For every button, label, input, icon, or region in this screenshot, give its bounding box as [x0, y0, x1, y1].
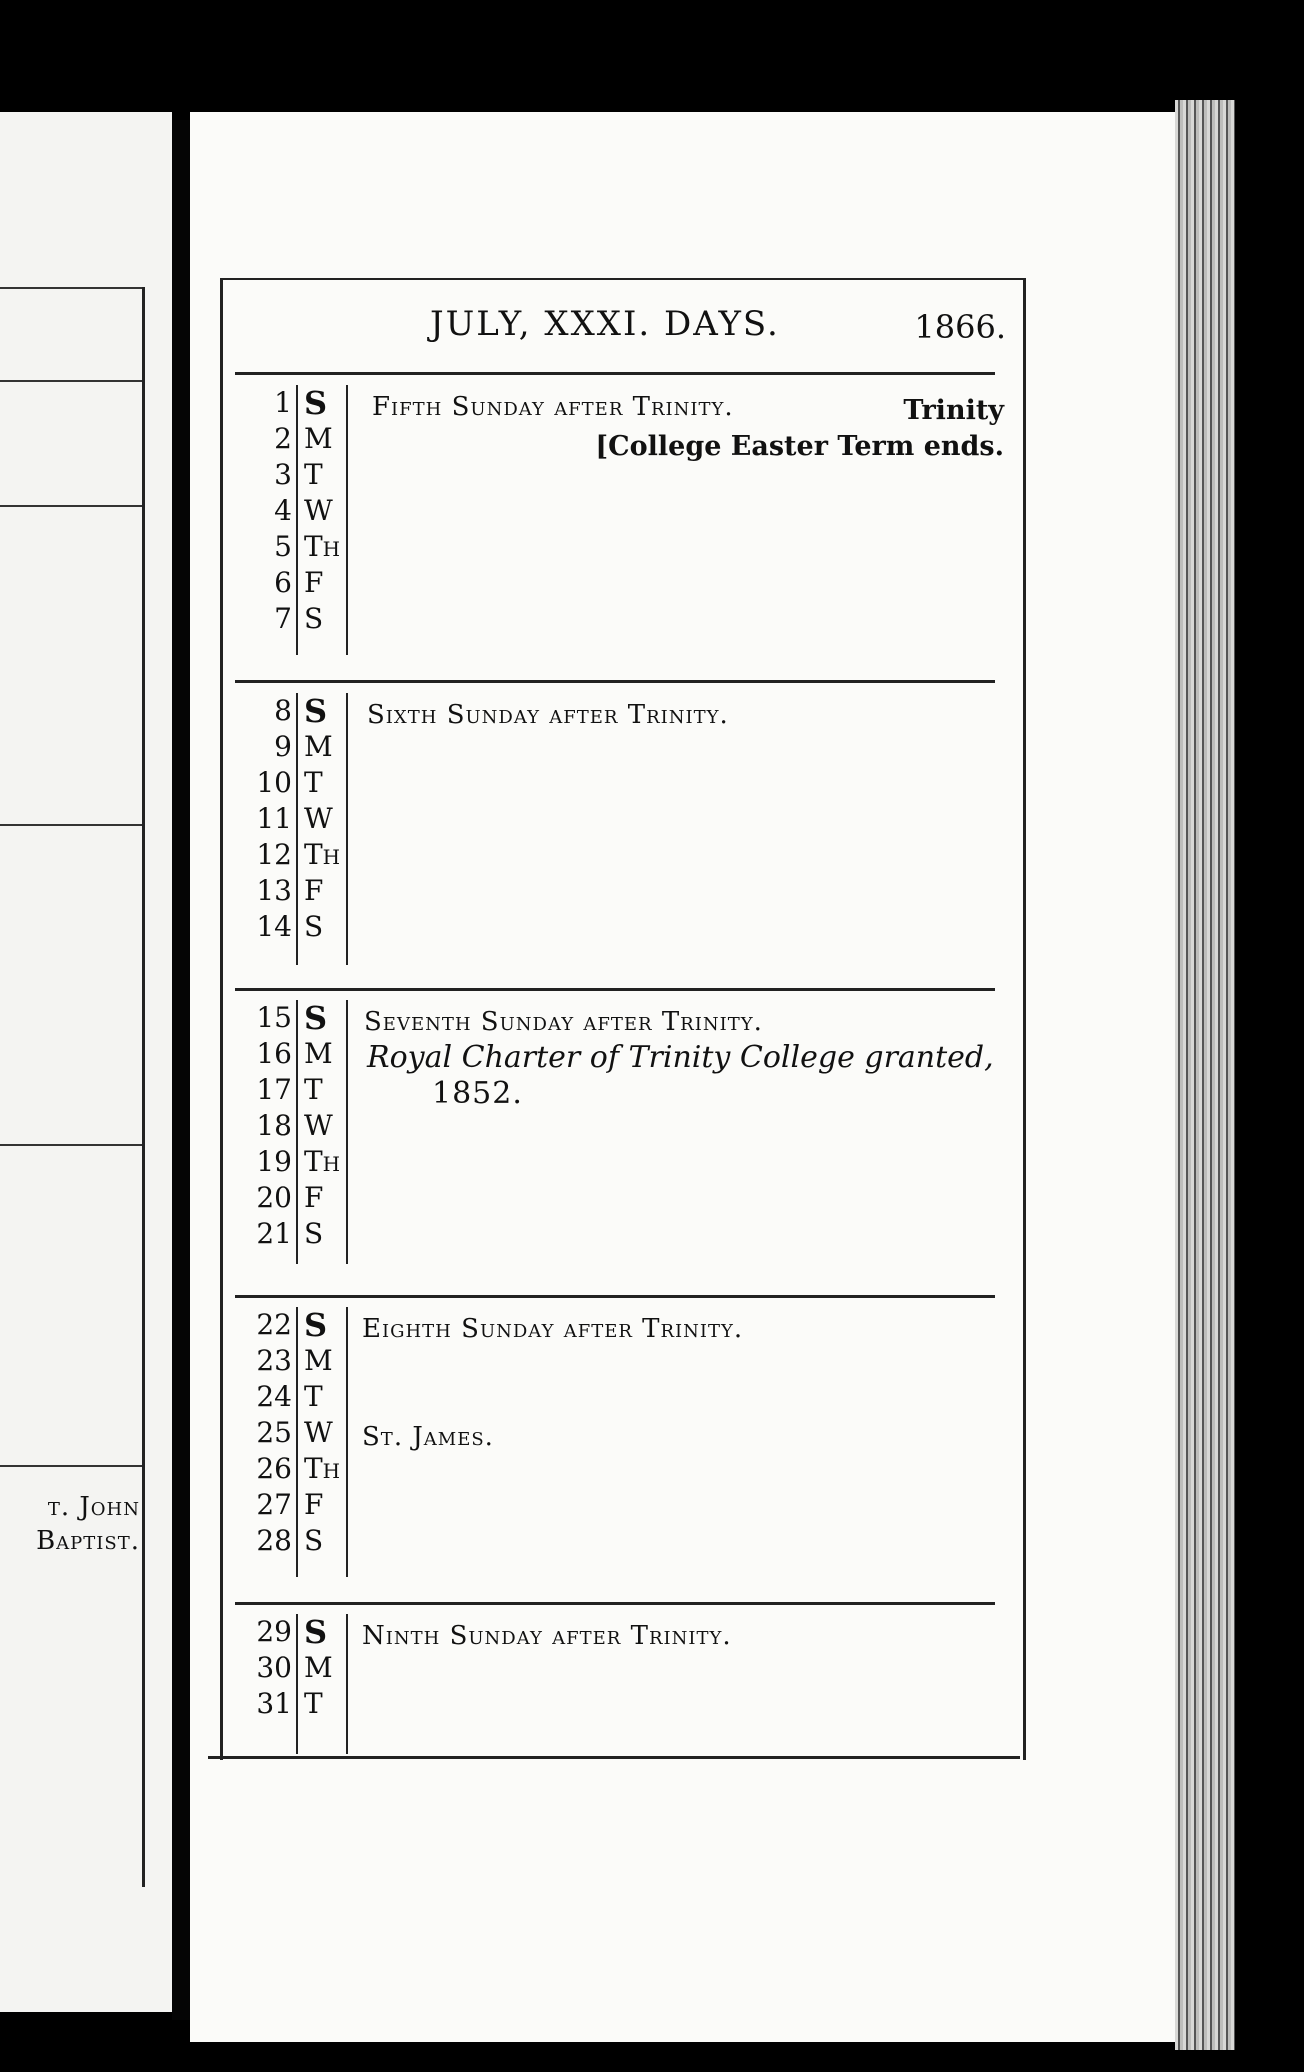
page-title: JULY, XXXI. DAYS.: [430, 304, 780, 344]
day-number: 7: [274, 602, 292, 635]
day-row: [222, 1216, 382, 1252]
weekday-letter: F: [304, 566, 324, 599]
weekday-letter: T: [304, 1380, 323, 1413]
day-number: 14: [256, 910, 292, 943]
day-row: [222, 729, 382, 765]
week-note: Eighth Sunday after Trinity.: [362, 1314, 744, 1344]
left-page-text-fragment: [0, 1490, 140, 1558]
week-rule: [235, 1602, 995, 1605]
weekday-letter: F: [304, 1488, 324, 1521]
left-page-rule: [0, 824, 142, 826]
week-note: St. James.: [362, 1422, 494, 1452]
day-row: [222, 385, 382, 421]
day-row: [222, 1650, 382, 1686]
day-number: 8: [274, 694, 292, 727]
day-row: [222, 1523, 382, 1559]
left-page-border: [142, 287, 145, 1887]
week-block: [222, 385, 1018, 655]
day-row: [222, 1451, 382, 1487]
day-number: 12: [256, 838, 292, 871]
day-number: 4: [274, 494, 292, 527]
weekday-letter: Th: [304, 1145, 341, 1178]
weekday-letter: T: [304, 1073, 323, 1106]
page-year: 1866.: [914, 308, 1006, 346]
day-number: 9: [274, 730, 292, 763]
left-page-rule: [0, 1465, 142, 1467]
day-row: [222, 1343, 382, 1379]
week-note: [College Easter Term ends.: [595, 431, 1004, 462]
left-page-rule: [0, 380, 142, 382]
page-edges: [1175, 100, 1235, 2050]
day-row: [222, 1072, 382, 1108]
weekday-letter: T: [304, 1687, 323, 1720]
day-row: [222, 1614, 382, 1650]
day-number: 31: [256, 1687, 292, 1720]
day-row: [222, 565, 382, 601]
day-number: 19: [256, 1145, 292, 1178]
weekday-letter: S: [304, 1217, 324, 1250]
weekday-letter: M: [304, 1344, 333, 1377]
day-number: 13: [256, 874, 292, 907]
day-row: [222, 1036, 382, 1072]
day-row: [222, 765, 382, 801]
day-number: 22: [256, 1308, 292, 1341]
left-page-rule: [0, 505, 142, 507]
day-row: [222, 1686, 382, 1722]
weekday-letter: S: [304, 999, 328, 1037]
weekday-letter: S: [304, 1613, 328, 1651]
bottom-rule: [208, 1756, 1020, 1759]
weekday-letter: S: [304, 384, 328, 422]
left-fragment-line: Baptist.: [36, 1526, 140, 1556]
left-page-rule: [0, 1144, 142, 1146]
day-row: [222, 421, 382, 457]
weekday-letter: S: [304, 910, 324, 943]
weekday-letter: Th: [304, 838, 341, 871]
weekday-letter: S: [304, 1306, 328, 1344]
day-number: 1: [274, 386, 292, 419]
weekday-letter: W: [304, 1416, 333, 1449]
day-row: [222, 693, 382, 729]
weekday-letter: M: [304, 730, 333, 763]
day-number: 30: [256, 1651, 292, 1684]
day-row: [222, 493, 382, 529]
day-row: [222, 909, 382, 945]
day-number: 27: [256, 1488, 292, 1521]
day-number: 11: [256, 802, 292, 835]
weekday-letter: W: [304, 1109, 333, 1142]
week-note: Seventh Sunday after Trinity.: [364, 1007, 763, 1037]
day-row: [222, 1487, 382, 1523]
weekday-letter: S: [304, 602, 324, 635]
calendar-header: [220, 300, 1020, 360]
week-rule: [235, 1295, 995, 1298]
day-number: 29: [256, 1615, 292, 1648]
weekday-letter: W: [304, 494, 333, 527]
day-row: [222, 873, 382, 909]
day-row: [222, 1415, 382, 1451]
day-number: 15: [256, 1001, 292, 1034]
day-number: 2: [274, 422, 292, 455]
weekday-letter: M: [304, 1037, 333, 1070]
day-row: [222, 457, 382, 493]
day-number: 26: [256, 1452, 292, 1485]
week-block: [222, 1614, 1018, 1754]
weekday-letter: F: [304, 1181, 324, 1214]
day-number: 23: [256, 1344, 292, 1377]
day-row: [222, 837, 382, 873]
day-number: 20: [256, 1181, 292, 1214]
day-row: [222, 1000, 382, 1036]
left-fragment-line: t. John: [47, 1492, 140, 1522]
day-number: 24: [256, 1380, 292, 1413]
weekday-letter: S: [304, 1524, 324, 1557]
day-row: [222, 1379, 382, 1415]
day-number: 18: [256, 1109, 292, 1142]
week-note: Royal Charter of Trinity College granted,: [367, 1040, 994, 1075]
book-gutter: [172, 120, 190, 2020]
weekday-letter: T: [304, 458, 323, 491]
header-rule: [235, 372, 995, 375]
day-row: [222, 1307, 382, 1343]
weekday-letter: M: [304, 422, 333, 455]
day-number: 28: [256, 1524, 292, 1557]
weekday-letter: W: [304, 802, 333, 835]
week-block: [222, 1307, 1018, 1577]
day-number: 21: [256, 1217, 292, 1250]
day-row: [222, 529, 382, 565]
day-number: 6: [274, 566, 292, 599]
day-row: [222, 1108, 382, 1144]
day-number: 17: [256, 1073, 292, 1106]
week-block: [222, 693, 1018, 965]
day-number: 5: [274, 530, 292, 563]
left-page-rule: [0, 287, 142, 289]
day-number: 10: [256, 766, 292, 799]
day-number: 16: [256, 1037, 292, 1070]
week-note: Fifth Sunday after Trinity.: [372, 392, 734, 422]
week-block: [222, 1000, 1018, 1264]
week-note: Ninth Sunday after Trinity.: [362, 1621, 732, 1651]
day-row: [222, 1144, 382, 1180]
day-row: [222, 801, 382, 837]
weekday-letter: M: [304, 1651, 333, 1684]
week-note: Sixth Sunday after Trinity.: [367, 700, 729, 730]
weekday-letter: Th: [304, 530, 341, 563]
weekday-letter: F: [304, 874, 324, 907]
week-rule: [235, 680, 995, 683]
day-number: 25: [256, 1416, 292, 1449]
week-note: 1852.: [432, 1076, 523, 1111]
weekday-letter: Th: [304, 1452, 341, 1485]
day-row: [222, 601, 382, 637]
week-rule: [235, 988, 995, 991]
day-number: 3: [274, 458, 292, 491]
weekday-letter: S: [304, 692, 328, 730]
left-facing-page: [0, 112, 172, 2012]
weekday-letter: T: [304, 766, 323, 799]
week-note: Trinity: [903, 395, 1004, 426]
day-row: [222, 1180, 382, 1216]
